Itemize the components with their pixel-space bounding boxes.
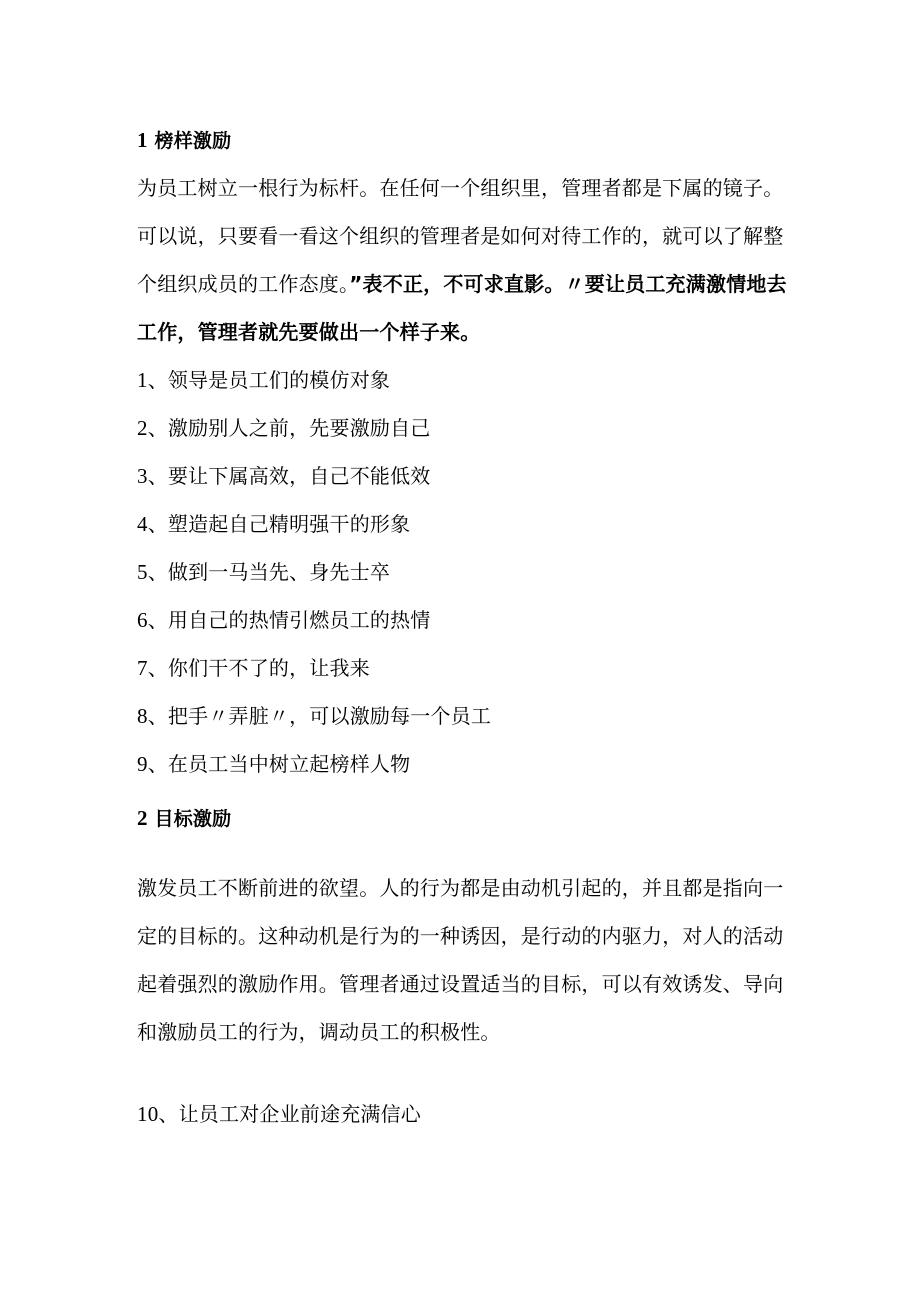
section-2-heading-text: 目标激励 [154,808,232,830]
list-item [137,366,390,394]
section-1-paragraph-line-2: 可以说，只要看一看这个组织的管理者是如何对待工作的，就可以了解整 [137,224,784,248]
list-item [137,654,370,682]
section-1-paragraph-line-3 [137,270,787,298]
list-item-text: 、在员工当中树立起榜样人物 [147,752,411,776]
list-item-text: 、让员工对企业前途充满信心 [158,1102,422,1126]
list-item-text: 、领导是员工们的模仿对象 [147,368,391,392]
list-item [137,606,431,634]
list-item-text: 、要让下属高效，自己不能低效 [147,464,431,488]
list-item-number: 6 [137,608,148,632]
list-item-number: 5 [137,560,148,584]
list-item-text: 、你们干不了的，让我来 [147,656,370,680]
list-item-number: 8 [137,704,148,728]
section-2-paragraph-line-4: 和激励员工的行为，调动员工的积极性。 [137,1020,501,1044]
section-1-heading-number: 1 [137,128,148,152]
list-item-text: 、做到一马当先、身先士卒 [147,560,391,584]
section-1-paragraph-line-3-bold: ”表不正，不可求直影。〃要让员工充满激情地去 [349,272,787,296]
section-2-heading-number: 2 [137,806,148,830]
list-item-number: 2 [137,416,148,440]
list-item-number: 1 [137,368,148,392]
list-item [137,750,410,778]
list-item [137,510,410,538]
list-item-number: 3 [137,464,148,488]
list-item-text: 、把手〃弄脏〃，可以激励每一个员工 [147,704,492,728]
section-1-heading [137,126,231,155]
section-2-paragraph-line-3: 起着强烈的激励作用。管理者通过设置适当的目标，可以有效诱发、导向 [137,972,784,996]
list-item-number: 10 [137,1102,159,1126]
list-item-text: 、塑造起自己精明强干的形象 [147,512,411,536]
section-2-paragraph-line-2: 定的目标的。这种动机是行为的一种诱因，是行动的内驱力，对人的活动 [137,924,784,948]
list-item [137,558,390,586]
list-item-number: 4 [137,512,148,536]
list-item [137,1100,421,1128]
section-1-paragraph-line-3-normal: 个组织成员的工作态度。 [137,272,350,296]
list-item-number: 9 [137,752,148,776]
list-item-text: 、用自己的热情引燃员工的热情 [147,608,431,632]
section-1-heading-text: 榜样激励 [154,130,232,152]
list-item-number: 7 [137,656,148,680]
list-item [137,462,431,490]
list-item [137,702,491,730]
section-1-paragraph-line-1: 为员工树立一根行为标杆。在任何一个组织里，管理者都是下属的镜子。 [137,176,784,200]
section-1-paragraph-line-4: 工作，管理者就先要做出一个样子来。 [137,320,481,344]
list-item [137,414,431,442]
section-2-heading [137,804,231,833]
section-2-paragraph-line-1: 激发员工不断前进的欲望。人的行为都是由动机引起的，并且都是指向一 [137,876,784,900]
list-item-text: 、激励别人之前，先要激励自己 [147,416,431,440]
